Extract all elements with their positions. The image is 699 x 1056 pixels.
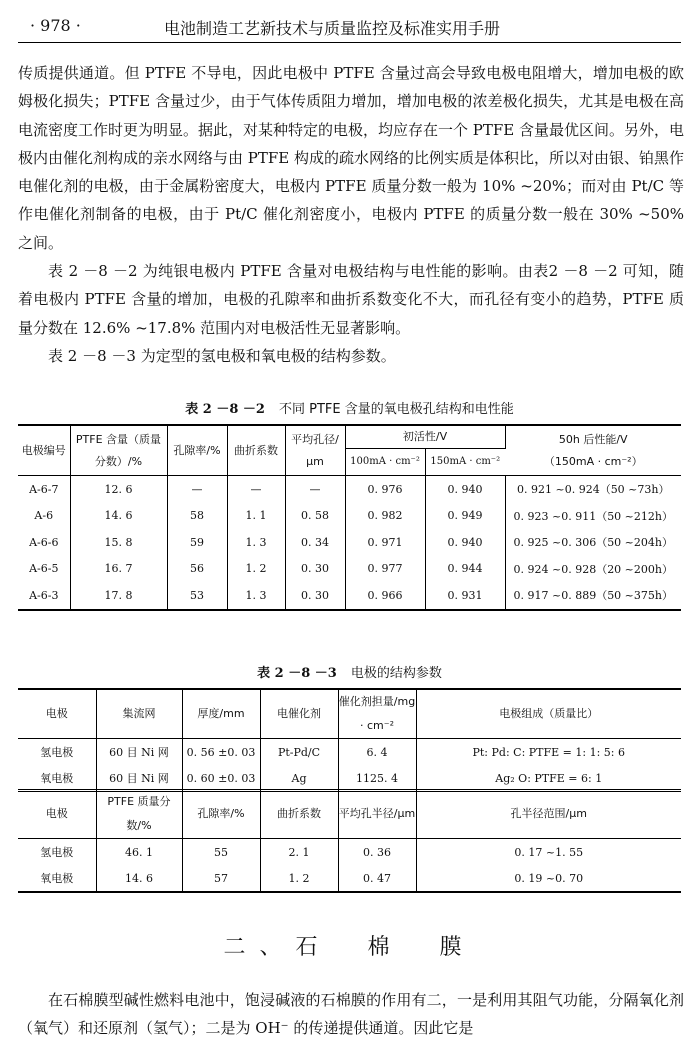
column-header: 电极 [18, 790, 96, 839]
table-cell: 0. 921 ~0. 924（50 ~73h） [517, 483, 670, 497]
column-header: 曲折系数 [260, 790, 338, 839]
column-header: 孔隙率/% [167, 425, 227, 476]
table-cell: 0. 944 [425, 556, 505, 583]
table-cell: 0. 924 ~0. 928（20 ~200h） [513, 562, 673, 576]
column-header: 电催化剂 [260, 689, 338, 739]
table-cell: 57 [182, 865, 260, 892]
table-cell: 1125. 4 [338, 765, 416, 792]
table-cell: 53 [167, 582, 227, 610]
table-cell: 55 [182, 839, 260, 866]
body-text-bottom [18, 986, 684, 1043]
table-cell: 16. 7 [70, 556, 167, 583]
column-header: 催化剂担量/mg · cm⁻² [338, 689, 416, 739]
column-header-line: （150mA · cm⁻²） [543, 454, 643, 468]
table-row [18, 503, 681, 530]
table-number: 表 2 －8 －2 [185, 402, 265, 417]
table-cell: Pt-Pd/C [260, 739, 338, 766]
section-title: 二、石 棉 膜 [223, 935, 476, 960]
table-cell: A-6 [18, 503, 70, 530]
table-cell: 0. 982 [345, 503, 425, 530]
table-cell: A-6-3 [18, 582, 70, 610]
table-cell: 1. 3 [227, 582, 285, 610]
table-cell: 58 [167, 503, 227, 530]
column-header: 电极编号 [18, 425, 70, 476]
body-text-top [18, 59, 684, 370]
table-cell: A-6-5 [18, 556, 70, 583]
table-cell: 0. 60 ±0. 03 [182, 765, 260, 792]
table-row [18, 556, 681, 583]
table-cell: 0. 17 ~1. 55 [514, 845, 584, 859]
table-caption [0, 662, 699, 681]
table-cell: 0. 976 [345, 476, 425, 503]
table-cell: 0. 931 [425, 582, 505, 610]
column-header: 孔半径范围/μm [416, 790, 681, 839]
paragraph: 传质提供通道。但 PTFE 不导电，因此电极中 PTFE 含量过高会导致电极电阻增大，增加电极的欧姆极化损失；PTFE 含量过少，由于气体传质阻力增加，增加电极的浓差极化损失，尤其是电极在高电流密度工作时更为明显。据此，对某种特定的电极，均应存在一个 PTFE 含量最优区间。另外，电极内由催化剂构成的亲水网络与由 PTFE 构成的疏水网络的比例实质是体积比，所以对由银、铂黑作电催化剂的电极，由于金属粉密度大，电极内 PTFE 质量分数一般为 10% ~20%；而对由 Pt/C 等作电催化剂制备的电极，由于 Pt/C 催化剂密度小，电极内 PTFE 的质量分数一般在 30% ~50% 之间。 [18, 64, 684, 252]
table-cell: 15. 8 [70, 529, 167, 556]
column-header: 电极组成（质量比） [416, 689, 681, 739]
page-header [18, 12, 681, 43]
column-subheader: 100mA · cm⁻² [345, 449, 425, 476]
table-caption [0, 398, 699, 417]
column-subheader: 150mA · cm⁻² [425, 449, 505, 476]
table-number: 表 2 －8 －3 [257, 666, 337, 681]
table-row [18, 865, 681, 892]
table-cell: 0. 56 ±0. 03 [182, 739, 260, 766]
table-ptfe-electrode [18, 424, 681, 611]
paragraph: 在石棉膜型碱性燃料电池中，饱浸碱液的石棉膜的作用有二，一是利用其阻气功能，分隔氧化剂（氧气）和还原剂（氢气）；二是为 OH⁻ 的传递提供通道。因此它是 [18, 991, 684, 1038]
table-cell: 0. 34 [285, 529, 345, 556]
column-header: 平均孔半径/μm [338, 790, 416, 839]
column-header: 集流网 [96, 689, 182, 739]
table-cell: 0. 47 [338, 865, 416, 892]
table-cell: 0. 36 [338, 839, 416, 866]
table-cell: 0. 30 [285, 556, 345, 583]
table-cell: 46. 1 [96, 839, 182, 866]
table-cell: 1. 1 [227, 503, 285, 530]
table-cell: 0. 971 [345, 529, 425, 556]
table-cell: 56 [167, 556, 227, 583]
table-cell: 6. 4 [338, 739, 416, 766]
column-header: 曲折系数 [227, 425, 285, 476]
table-row [18, 765, 681, 792]
table-row [18, 839, 681, 866]
table-cell: 60 目 Ni 网 [96, 739, 182, 766]
table-cell: 0. 966 [345, 582, 425, 610]
table-cell: A-6-6 [18, 529, 70, 556]
table-cell: 0. 940 [425, 529, 505, 556]
column-header: 孔隙率/% [182, 790, 260, 839]
table-cell: 0. 940 [425, 476, 505, 503]
table-cell: 氧电极 [18, 765, 96, 792]
page-number: · 978 · [30, 16, 81, 35]
table-cell: 1. 3 [227, 529, 285, 556]
table-cell: 17. 8 [70, 582, 167, 610]
column-header-line: 50h 后性能/V [558, 432, 628, 446]
table-cell: 59 [167, 529, 227, 556]
table-cell: A-6-7 [18, 476, 70, 503]
table-row [18, 582, 681, 610]
table-cell: 2. 1 [260, 839, 338, 866]
table-cell: 12. 6 [70, 476, 167, 503]
table-cell: 0. 19 ~0. 70 [514, 871, 584, 885]
table-row [18, 476, 681, 503]
table-cell: 0. 58 [285, 503, 345, 530]
table-electrode-params-b [18, 789, 681, 893]
column-header: 初活性/V [345, 425, 505, 449]
table-cell: 0. 977 [345, 556, 425, 583]
table-cell: 0. 30 [285, 582, 345, 610]
table-cell: Pt: Pd: C: PTFE = 1: 1: 5: 6 [472, 745, 625, 759]
column-header: 厚度/mm [182, 689, 260, 739]
table-cell: Ag₂ O: PTFE = 6: 1 [495, 771, 603, 785]
column-header: PTFE 含量（质量分数）/% [70, 425, 167, 476]
table-cell: 氢电极 [18, 839, 96, 866]
column-header: 电极 [18, 689, 96, 739]
paragraph: 表 2 －8 －2 为纯银电极内 PTFE 含量对电极结构与电性能的影响。由表2 －8 －2 可知，随着电极内 PTFE 含量的增加，电极的孔隙率和曲折系数变化不大，而孔径有变小的趋势，PTFE 质量分数在 12.6% ~17.8% 范围内对电极活性无显著影响。 [18, 262, 684, 337]
table-cell: Ag [260, 765, 338, 792]
table-cell: 氧电极 [18, 865, 96, 892]
table-title: 不同 PTFE 含量的氧电极孔结构和电性能 [278, 402, 514, 417]
column-header: PTFE 质量分数/% [96, 790, 182, 839]
column-header: 平均孔径/μm [285, 425, 345, 476]
table-cell: 14. 6 [96, 865, 182, 892]
table-cell: 0. 923 ~0. 911（50 ~212h） [513, 509, 673, 523]
column-header [505, 425, 681, 476]
table-cell: 60 目 Ni 网 [96, 765, 182, 792]
table-title: 电极的结构参数 [350, 666, 442, 681]
table-cell: 1. 2 [227, 556, 285, 583]
running-title: 电池制造工艺新技术与质量监控及标准实用手册 [164, 19, 501, 38]
table-cell: 0. 917 ~0. 889（50 ~375h） [513, 589, 673, 603]
table-cell: 0. 925 ~0. 306（50 ~204h） [513, 536, 673, 550]
table-cell: 1. 2 [260, 865, 338, 892]
paragraph: 表 2 －8 －3 为定型的氢电极和氧电极的结构参数。 [48, 346, 396, 365]
table-cell: 氢电极 [18, 739, 96, 766]
table-electrode-params-a [18, 688, 681, 792]
table-row [18, 739, 681, 766]
table-cell: — [285, 476, 345, 503]
table-cell: 14. 6 [70, 503, 167, 530]
table-cell: 0. 949 [425, 503, 505, 530]
table-cell: — [227, 476, 285, 503]
table-cell: — [167, 476, 227, 503]
table-row [18, 529, 681, 556]
